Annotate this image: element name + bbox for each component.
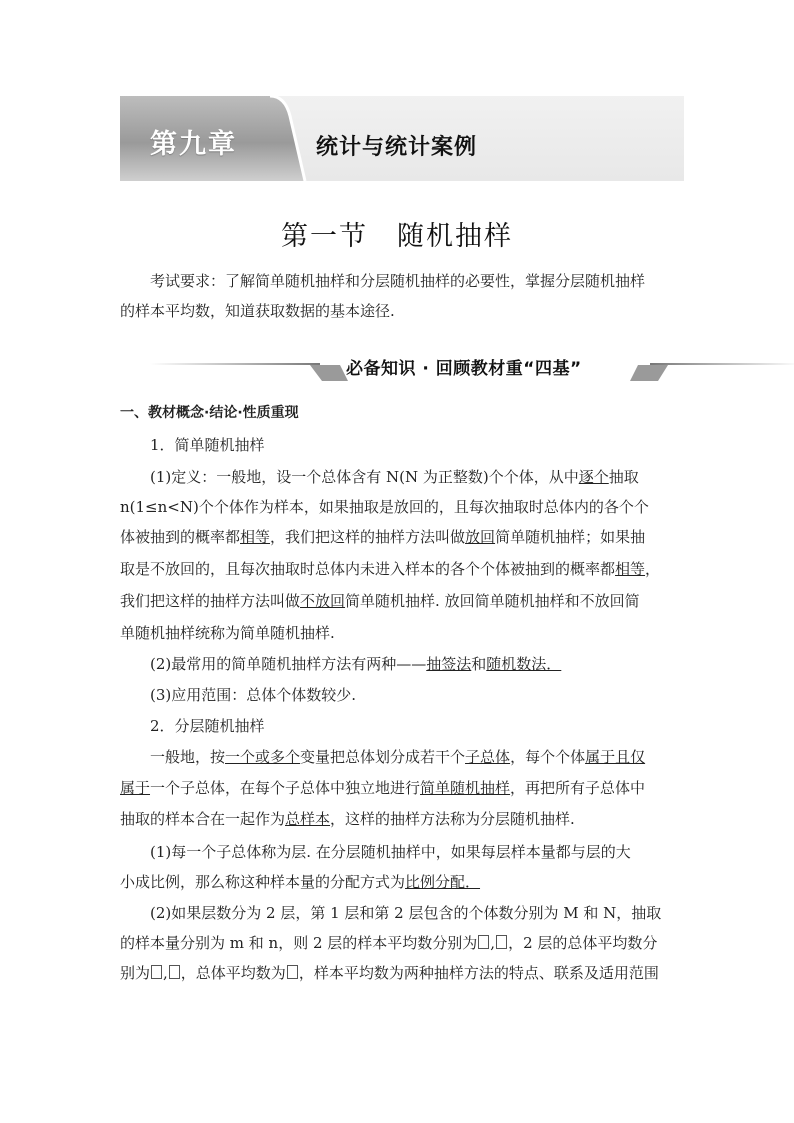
s1-para3: (3)应用范围：总体个体数较少. <box>150 686 357 704</box>
formula-placeholder <box>478 935 489 949</box>
s2-para2-line2: 小成比例，那么称这种样本量的分配方式为比例分配． <box>120 873 481 891</box>
s2-para1-line2: 属于一个子总体，在每个子总体中独立地进行简单随机抽样，再把所有子总体中 <box>120 779 646 797</box>
subsection-heading-2: 2．分层随机抽样 <box>150 717 265 735</box>
formula-placeholder <box>287 965 298 979</box>
chapter-tab <box>120 96 320 181</box>
s2-para3-line2: 的样本量分别为 m 和 n，则 2 层的样本平均数分别为 , ，2 层的总体平均数分 <box>120 934 658 952</box>
s1-para2: (2)最常用的简单随机抽样方法有两种——抽签法和随机数法． <box>150 655 562 673</box>
requirement-line-2: 的样本平均数，知道获取数据的基本途径. <box>120 302 395 320</box>
s1-para1-line6: 单随机抽样统称为简单随机抽样. <box>120 624 335 642</box>
section-title: 第一节 随机抽样 <box>281 221 513 252</box>
s2-para3-line3: 别为 , ，总体平均数为 ，样本平均数为两种抽样方法的特点、联系及适用范围 <box>120 964 659 982</box>
s1-para1-line2: n(1≤n<N)个个体作为样本，如果抽取是放回的，且每次抽取时总体内的各个个 <box>120 498 649 516</box>
subsection-heading-1: 1．简单随机抽样 <box>150 436 265 454</box>
knowledge-banner <box>150 351 794 383</box>
s2-para1-line1: 一般地，按一个或多个变量把总体划分成若干个子总体，每个个体属于且仅 <box>150 748 646 766</box>
banner-text: 必备知识 · 回顾教材重“四基” <box>346 359 582 379</box>
chapter-title: 统计与统计案例 <box>316 135 478 160</box>
requirement-line-1: 考试要求：了解简单随机抽样和分层随机抽样的必要性，掌握分层随机抽样 <box>150 272 646 290</box>
s1-para1-line3: 体被抽到的概率都相等，我们把这样的抽样方法叫做放回简单随机抽样；如果抽 <box>120 528 646 546</box>
s2-para1-line3: 抽取的样本合在一起作为总样本，这样的抽样方法称为分层随机抽样. <box>120 810 575 828</box>
s2-para3-line1: (2)如果层数分为 2 层，第 1 层和第 2 层包含的个体数分别为 M 和 N，抽取 <box>150 904 662 922</box>
chapter-number: 第九章 <box>150 129 237 160</box>
formula-placeholder <box>496 935 507 949</box>
part-heading: 一、教材概念·结论·性质重现 <box>120 405 299 421</box>
s1-para1-line4: 取是不放回的，且每次抽取时总体内未进入样本的各个个体被抽到的概率都相等， <box>120 560 661 578</box>
formula-placeholder <box>169 965 180 979</box>
s1-para1-line5: 我们把这样的抽样方法叫做不放回简单随机抽样. 放回简单随机抽样和不放回简 <box>120 592 640 610</box>
s2-para2-line1: (1)每一个子总体称为层. 在分层随机抽样中，如果每层样本量都与层的大 <box>150 843 631 861</box>
chapter-banner <box>120 96 684 181</box>
formula-placeholder <box>151 965 162 979</box>
s1-para1-line1: (1)定义：一般地，设一个总体含有 N(N 为正整数)个个体，从中逐个抽取 <box>150 468 639 486</box>
